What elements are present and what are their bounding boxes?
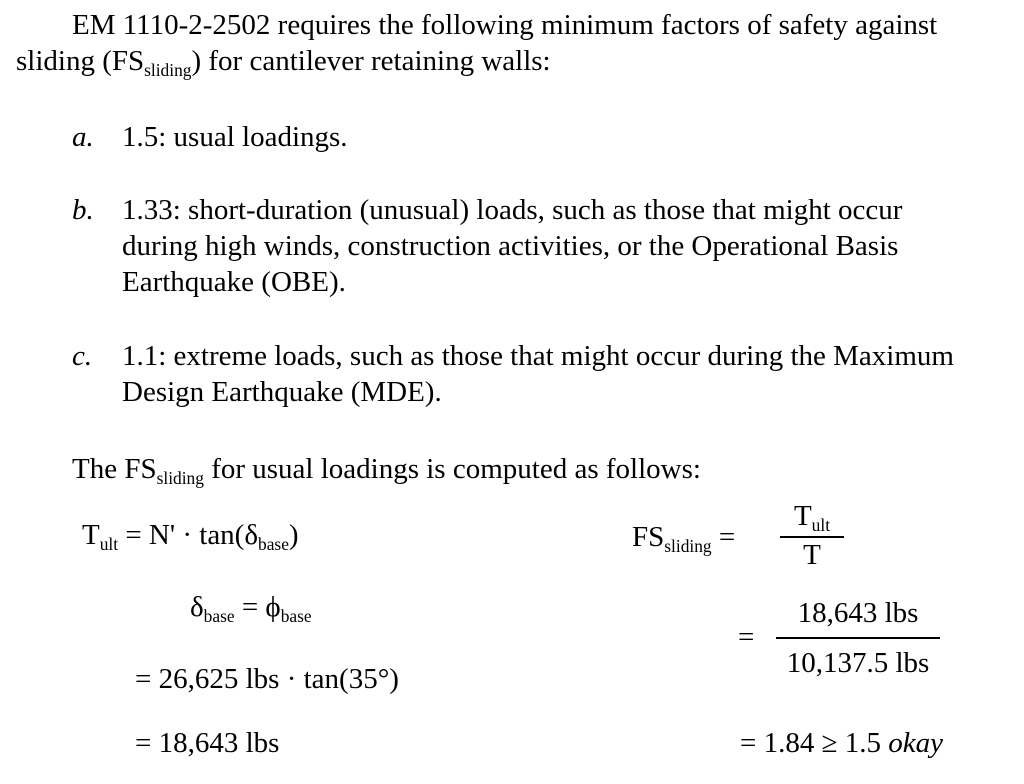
tult-substitution: = 26,625 lbs · tan(35°): [135, 663, 399, 695]
list-item-b-line-1: 1.33: short-duration (unusual) loads, such as those that might occur: [122, 194, 903, 226]
fs-result: = 1.84 ≥ 1.5 okay: [740, 727, 944, 759]
frac1-denominator: T: [803, 539, 821, 571]
tult-equation: $T_{ult} = N' \cdot \tan(\delta_{base})$: [82, 519, 299, 555]
fs-sliding-lhs: $FS_{sliding}$ =: [632, 521, 736, 557]
list-label-a: a.: [72, 121, 94, 153]
equals-sign-2: =: [738, 621, 755, 653]
intro-line-2: sliding $(FS_{sliding})$ for cantilever retaining walls:: [16, 45, 551, 81]
delta-equation: $\delta_{base} = \phi_{base}$: [190, 591, 312, 627]
frac2-numerator: 18,643 lbs: [797, 597, 919, 629]
list-label-c: c.: [72, 340, 93, 372]
intro-line-1: EM 1110-2-2502 requires the following minimum factors of safety against: [72, 9, 938, 41]
list-item-b-line-3: Earthquake (OBE).: [122, 266, 346, 298]
list-item-b-line-2: during high winds, construction activities, or the Operational Basis: [122, 230, 899, 262]
list-item-a-line-1: 1.5: usual loadings.: [122, 121, 348, 153]
list-item-c-line-1: 1.1: extreme loads, such as those that might occur during the Maximum: [122, 340, 954, 372]
tult-result: = 18,643 lbs: [135, 727, 280, 759]
frac2-bar: [776, 637, 940, 639]
list-label-b: b.: [72, 194, 94, 226]
frac1-numerator: $T_{ult}$: [793, 500, 831, 536]
frac2-denominator: 10,137.5 lbs: [786, 647, 930, 679]
list-item-c-line-2: Design Earthquake (MDE).: [122, 376, 442, 408]
computed-heading: The $FS_{sliding}$ for usual loadings is computed as follows:: [72, 453, 701, 489]
